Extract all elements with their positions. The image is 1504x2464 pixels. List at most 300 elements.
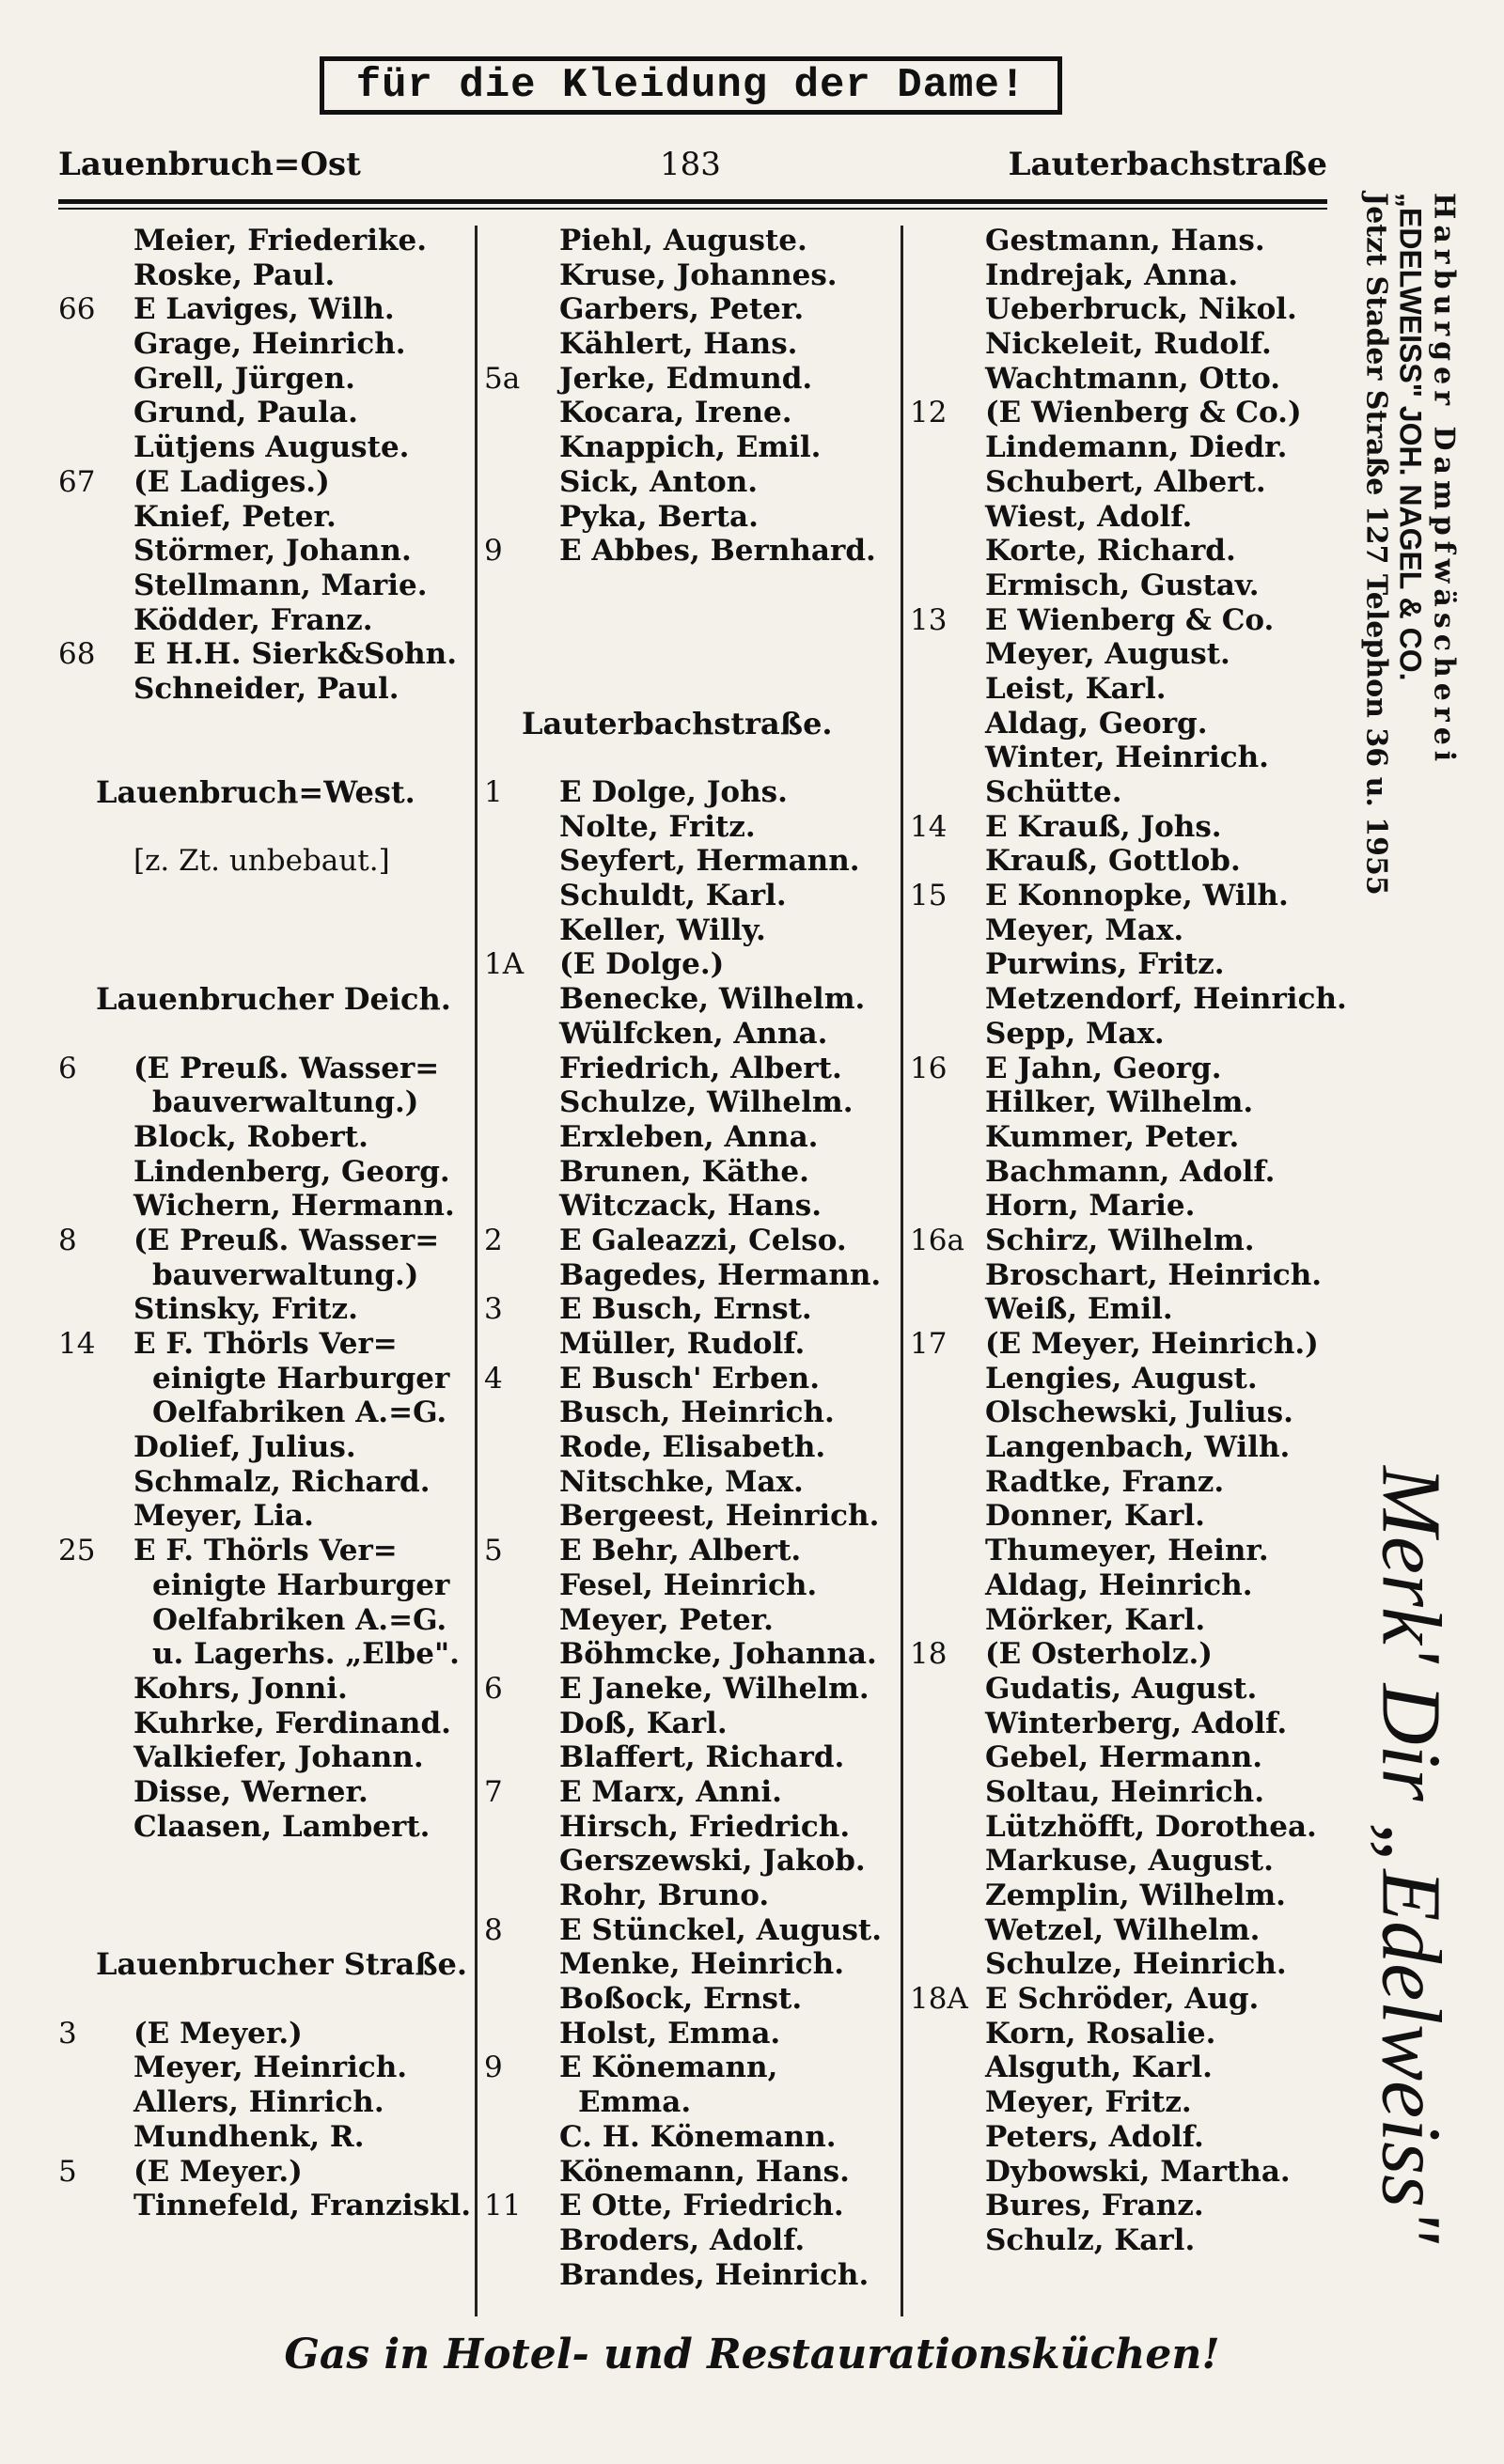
street-heading <box>484 707 898 741</box>
resident-name: Schmalz, Richard. <box>133 1464 431 1499</box>
house-number: 1 <box>484 775 503 809</box>
directory-entry <box>910 2223 1333 2258</box>
resident-name: Purwins, Fritz. <box>985 947 1225 982</box>
directory-entry <box>910 637 1333 672</box>
directory-entry <box>484 2017 898 2051</box>
directory-entry <box>484 1844 898 1879</box>
resident-name: C. H. Könemann. <box>559 2119 837 2154</box>
directory-entry <box>58 1740 472 1775</box>
resident-name: Ueberbruck, Nikol. <box>985 292 1297 327</box>
resident-name: Gestmann, Hans. <box>985 224 1265 257</box>
directory-entry <box>484 637 898 672</box>
directory-entry <box>58 913 472 948</box>
resident-name: Gebel, Hermann. <box>985 1740 1263 1775</box>
resident-name: Ermisch, Gustav. <box>985 568 1260 602</box>
resident-name: Donner, Karl. <box>985 1499 1205 1534</box>
resident-name: Metzendorf, Heinrich. <box>985 982 1347 1017</box>
resident-name: Sepp, Max. <box>985 1016 1165 1051</box>
resident-name: Lindenberg, Georg. <box>133 1154 450 1189</box>
house-number: 16a <box>910 1223 964 1257</box>
directory-entry <box>484 1947 898 1982</box>
resident-name: einigte Harburger <box>152 1567 450 1602</box>
directory-entry <box>484 362 898 397</box>
directory-entry <box>58 1465 472 1500</box>
resident-name: Hirsch, Friedrich. <box>559 1809 851 1844</box>
house-number: 6 <box>484 1671 503 1706</box>
resident-name: E H.H. Sierk&Sohn. <box>133 637 457 672</box>
directory-entry <box>484 2223 898 2258</box>
resident-name: Erxleben, Anna. <box>559 1119 819 1154</box>
resident-name: Piehl, Auguste. <box>559 224 807 257</box>
directory-entry <box>58 1603 472 1638</box>
directory-entry <box>910 1947 1333 1982</box>
directory-entry <box>58 603 472 638</box>
directory-entry <box>484 1430 898 1465</box>
directory-entry <box>484 913 898 948</box>
directory-entry <box>910 1362 1333 1396</box>
directory-entry <box>910 603 1333 638</box>
directory-entry <box>910 362 1333 397</box>
resident-name: Aldag, Heinrich. <box>985 1567 1253 1602</box>
directory-entry <box>484 603 898 638</box>
banner-ad: für die Kleidung der Dame! <box>320 56 1062 115</box>
directory-entry <box>910 396 1333 430</box>
directory-entry <box>58 396 472 430</box>
directory-entry <box>58 1913 472 1948</box>
resident-name: Schulze, Wilhelm. <box>559 1085 854 1120</box>
directory-entry <box>910 810 1333 845</box>
directory-entry <box>484 1189 898 1224</box>
resident-name: E Konnopke, Wilh. <box>985 879 1289 913</box>
house-number: 4 <box>484 1361 503 1396</box>
directory-entry <box>58 1568 472 1603</box>
resident-name: Kruse, Johannes. <box>559 257 838 292</box>
resident-name: E Marx, Anni. <box>559 1774 782 1809</box>
directory-entry <box>910 1155 1333 1190</box>
directory-column-3 <box>910 224 1347 2258</box>
directory-entry <box>484 534 898 569</box>
side-ad-brand: „EDELWEISS" JOH. NAGEL & CO. <box>1393 193 1428 681</box>
resident-name: Pyka, Berta. <box>559 499 759 534</box>
directory-entry <box>910 1052 1333 1086</box>
directory-entry <box>484 672 898 707</box>
resident-name: Bergeest, Heinrich. <box>559 1499 880 1534</box>
resident-name: Horn, Marie. <box>985 1189 1196 1224</box>
resident-name: Brunen, Käthe. <box>559 1154 809 1189</box>
resident-name: Stellmann, Marie. <box>133 568 428 602</box>
directory-entry <box>58 1707 472 1741</box>
house-number: 1A <box>484 947 525 982</box>
directory-entry <box>910 1568 1333 1603</box>
directory-entry <box>910 1396 1333 1430</box>
directory-entry <box>58 1672 472 1707</box>
resident-name: Schneider, Paul. <box>133 671 400 706</box>
resident-name: E Busch, Ernst. <box>559 1292 812 1327</box>
directory-column-2 <box>484 224 898 2292</box>
directory-entry <box>910 1879 1333 1913</box>
directory-entry <box>484 327 898 362</box>
directory-entry <box>484 569 898 603</box>
directory-entry <box>58 1224 472 1258</box>
directory-entry <box>484 947 898 982</box>
directory-entry <box>910 292 1333 327</box>
resident-name: Kohrs, Jonni. <box>133 1671 348 1706</box>
resident-name: Lützhöfft, Dorothea. <box>985 1809 1317 1844</box>
resident-name: Ködder, Franz. <box>133 602 373 637</box>
side-ad-address: Jetzt Stader Straße 127 Telephon 36 u. 1955 <box>1359 193 1393 896</box>
directory-entry <box>58 1775 472 1810</box>
directory-entry <box>910 913 1333 948</box>
directory-entry <box>58 2120 472 2155</box>
directory-entry <box>58 637 472 672</box>
directory-entry <box>484 810 898 845</box>
house-number: 68 <box>58 637 96 672</box>
directory-entry <box>910 1292 1333 1327</box>
resident-name: Schulze, Heinrich. <box>985 1947 1287 1982</box>
directory-entry <box>58 2189 472 2223</box>
resident-name: Nolte, Fritz. <box>559 809 756 844</box>
directory-entry <box>58 1258 472 1293</box>
resident-name: Emma. <box>578 2085 692 2120</box>
resident-name: Gerszewski, Jakob. <box>559 1844 866 1879</box>
directory-entry <box>58 741 472 775</box>
directory-entry <box>484 1362 898 1396</box>
directory-entry <box>58 947 472 982</box>
directory-entry <box>484 775 898 810</box>
resident-name: Dolief, Julius. <box>133 1430 356 1465</box>
directory-entry <box>910 327 1333 362</box>
resident-name: Rohr, Bruno. <box>559 1879 770 1912</box>
directory-entry <box>484 844 898 879</box>
resident-name: Schulz, Karl. <box>985 2222 1196 2257</box>
resident-name: Tinnefeld, Franziskl. <box>133 2189 472 2223</box>
directory-entry <box>910 1672 1333 1707</box>
directory-entry <box>58 844 472 879</box>
side-slogan-text: Merk' Dir „Edelweiss" <box>1364 1466 1458 2243</box>
directory-entry <box>910 534 1333 569</box>
directory-entry <box>910 1844 1333 1879</box>
resident-name: Holst, Emma. <box>559 2016 781 2051</box>
directory-entry <box>910 947 1333 982</box>
resident-name: Friedrich, Albert. <box>559 1051 842 1085</box>
house-number: 13 <box>910 602 948 637</box>
directory-entry <box>58 1155 472 1190</box>
directory-entry <box>910 1465 1333 1500</box>
directory-entry <box>910 1499 1333 1534</box>
resident-name: Sick, Anton. <box>559 464 759 499</box>
directory-entry <box>58 2155 472 2190</box>
directory-entry <box>58 258 472 293</box>
resident-name: Nitschke, Max. <box>559 1464 804 1499</box>
directory-entry <box>910 1430 1333 1465</box>
directory-entry <box>58 1430 472 1465</box>
directory-entry <box>484 258 898 293</box>
directory-entry <box>484 1327 898 1362</box>
directory-entry <box>58 879 472 913</box>
house-number: 12 <box>910 396 948 430</box>
directory-entry <box>58 569 472 603</box>
resident-name: Wichern, Hermann. <box>133 1189 455 1224</box>
directory-entry <box>910 258 1333 293</box>
house-number: 16 <box>910 1051 948 1085</box>
resident-name: Rode, Elisabeth. <box>559 1430 826 1465</box>
resident-name: Doß, Karl. <box>559 1706 728 1740</box>
directory-entry <box>910 1327 1333 1362</box>
resident-name: Meyer, Max. <box>985 912 1184 947</box>
resident-name: Kuhrke, Ferdinand. <box>133 1706 451 1740</box>
directory-entry <box>484 1913 898 1948</box>
resident-name: Radtke, Franz. <box>985 1464 1225 1499</box>
house-number: 6 <box>58 1051 77 1085</box>
resident-name: Kocara, Irene. <box>559 396 792 430</box>
resident-name: Lengies, August. <box>985 1361 1258 1396</box>
resident-name: Nickeleit, Rudolf. <box>985 327 1272 362</box>
directory-entry <box>58 2017 472 2051</box>
resident-name: Indrejak, Anna. <box>985 257 1239 292</box>
resident-name: E Busch' Erben. <box>559 1361 821 1396</box>
directory-entry <box>910 672 1333 707</box>
directory-entry <box>484 982 898 1017</box>
directory-entry <box>58 1327 472 1362</box>
directory-entry <box>910 1637 1333 1672</box>
directory-entry <box>58 672 472 707</box>
resident-name: Block, Robert. <box>133 1119 368 1154</box>
house-number: 2 <box>484 1223 503 1257</box>
resident-name: Grage, Heinrich. <box>133 327 406 362</box>
resident-name: Schirz, Wilhelm. <box>985 1223 1255 1257</box>
directory-entry <box>58 1189 472 1224</box>
house-number: 11 <box>484 2189 522 2223</box>
header-right: Lauterbachstraße <box>1008 146 1327 183</box>
resident-name: Knappich, Emil. <box>559 430 822 465</box>
resident-name: Menke, Heinrich. <box>559 1947 845 1982</box>
directory-entry <box>484 1120 898 1155</box>
house-number: 14 <box>910 809 948 844</box>
resident-name: einigte Harburger <box>152 1361 450 1396</box>
directory-entry <box>910 500 1333 535</box>
directory-entry <box>910 2155 1333 2190</box>
resident-name: Oelfabriken A.=G. <box>152 1396 447 1430</box>
directory-entry <box>58 1396 472 1430</box>
resident-name: (E Wienberg & Co.) <box>985 396 1302 430</box>
house-number: 9 <box>484 2051 503 2085</box>
directory-entry <box>58 362 472 397</box>
directory-entry <box>484 1017 898 1052</box>
directory-entry <box>484 1396 898 1430</box>
directory-entry <box>484 1258 898 1293</box>
house-number: 25 <box>58 1534 96 1568</box>
directory-entry <box>58 1499 472 1534</box>
directory-entry <box>484 1155 898 1190</box>
resident-name: Krauß, Gottlob. <box>985 844 1241 879</box>
directory-entry <box>910 982 1347 1017</box>
resident-name: Schuldt, Karl. <box>559 879 787 913</box>
directory-entry <box>484 396 898 430</box>
directory-entry <box>484 1707 898 1741</box>
resident-name: Müller, Rudolf. <box>559 1327 806 1361</box>
resident-name: (E Dolge.) <box>559 947 725 982</box>
header-left: Lauenbruch=Ost <box>58 146 361 183</box>
directory-entry <box>484 1982 898 2017</box>
street-heading <box>58 775 472 810</box>
resident-name: E Schröder, Aug. <box>985 1982 1260 2017</box>
directory-entry <box>910 569 1333 603</box>
house-number: 17 <box>910 1327 948 1361</box>
resident-name: E Könemann, <box>559 2051 778 2085</box>
resident-name: (E Ladiges.) <box>133 464 330 499</box>
directory-entry <box>58 500 472 535</box>
resident-name: Dybowski, Martha. <box>985 2154 1291 2189</box>
resident-name: Lütjens Auguste. <box>133 430 410 465</box>
resident-name: Soltau, Heinrich. <box>985 1774 1265 1809</box>
resident-name: Winterberg, Adolf. <box>985 1706 1288 1740</box>
directory-entry <box>484 1568 898 1603</box>
resident-name: Zemplin, Wilhelm. <box>985 1879 1286 1912</box>
directory-entry <box>484 1465 898 1500</box>
resident-name: E Stünckel, August. <box>559 1912 883 1947</box>
resident-name: Fesel, Heinrich. <box>559 1567 818 1602</box>
resident-name: Lindemann, Diedr. <box>985 430 1288 465</box>
resident-name: Schubert, Albert. <box>985 464 1266 499</box>
resident-name: Roske, Paul. <box>133 257 336 292</box>
resident-name: Wülfcken, Anna. <box>559 1016 828 1051</box>
resident-name: Hilker, Wilhelm. <box>985 1085 1254 1120</box>
street-heading <box>58 1947 472 1982</box>
resident-name: E Otte, Friedrich. <box>559 2189 844 2223</box>
resident-name: Boßock, Ernst. <box>559 1982 803 2017</box>
resident-name: [z. Zt. unbebaut.] <box>133 844 390 879</box>
directory-entry <box>484 1292 898 1327</box>
directory-entry <box>484 500 898 535</box>
directory-entry <box>910 1740 1333 1775</box>
resident-name: Meyer, August. <box>985 637 1230 672</box>
directory-entry <box>58 292 472 327</box>
resident-name: Schütte. <box>985 775 1122 809</box>
house-number: 15 <box>910 879 948 913</box>
resident-name: Brandes, Heinrich. <box>559 2257 870 2292</box>
directory-entry <box>58 2085 472 2120</box>
resident-name: Benecke, Wilhelm. <box>559 982 866 1017</box>
street-name: Lauterbachstraße. <box>522 705 833 741</box>
resident-name: Störmer, Johann. <box>133 534 412 569</box>
resident-name: E Dolge, Johs. <box>559 775 788 809</box>
resident-name: Thumeyer, Heinr. <box>985 1534 1269 1568</box>
directory-entry <box>58 327 472 362</box>
directory-entry <box>484 1052 898 1086</box>
resident-name: Meier, Friederike. <box>133 224 427 257</box>
directory-entry <box>910 2017 1333 2051</box>
directory-entry <box>910 1775 1333 1810</box>
resident-name: Meyer, Lia. <box>133 1499 314 1534</box>
directory-entry <box>58 224 472 258</box>
header-rule-thick <box>58 199 1327 204</box>
directory-entry <box>58 707 472 741</box>
resident-name: E F. Thörls Ver= <box>133 1327 398 1361</box>
resident-name: E Wienberg & Co. <box>985 602 1275 637</box>
directory-entry <box>484 741 898 775</box>
house-number: 18A <box>910 1982 968 2017</box>
resident-name: Keller, Willy. <box>559 912 766 947</box>
directory-entry <box>910 1707 1333 1741</box>
directory-entry <box>910 2085 1333 2120</box>
directory-entry <box>910 1810 1333 1845</box>
resident-name: Bures, Franz. <box>985 2189 1204 2223</box>
directory-entry <box>910 1982 1333 2017</box>
resident-name: Garbers, Peter. <box>559 292 805 327</box>
resident-name: Olschewski, Julius. <box>985 1396 1293 1430</box>
side-slogan <box>1354 1466 1466 2312</box>
side-advertisement <box>1340 193 1480 1489</box>
resident-name: Seyfert, Hermann. <box>559 844 860 879</box>
footer-ad: Gas in Hotel- und Restaurationsküchen! <box>284 2331 1220 2378</box>
house-number: 14 <box>58 1327 96 1361</box>
house-number: 7 <box>484 1774 503 1809</box>
resident-name: E Behr, Albert. <box>559 1534 802 1568</box>
resident-name: Korn, Rosalie. <box>985 2016 1216 2051</box>
directory-entry <box>484 2155 898 2190</box>
directory-entry <box>484 2258 898 2293</box>
directory-entry <box>484 2051 898 2085</box>
resident-name: E Krauß, Johs. <box>985 809 1222 844</box>
resident-name: Disse, Werner. <box>133 1774 368 1809</box>
resident-name: E F. Thörls Ver= <box>133 1534 398 1568</box>
directory-entry <box>910 1258 1333 1293</box>
house-number: 8 <box>484 1912 503 1947</box>
house-number: 3 <box>58 2016 77 2051</box>
resident-name: (E Preuß. Wasser= <box>133 1051 440 1085</box>
directory-entry <box>910 1913 1333 1948</box>
resident-name: Stinsky, Fritz. <box>133 1292 358 1327</box>
resident-name: Blaffert, Richard. <box>559 1740 845 1775</box>
page-number: 183 <box>660 146 721 183</box>
resident-name: Böhmcke, Johanna. <box>559 1637 877 1672</box>
resident-name: Grell, Jürgen. <box>133 361 355 396</box>
directory-entry <box>484 1810 898 1845</box>
resident-name: Mundhenk, R. <box>133 2119 365 2154</box>
directory-entry <box>910 1224 1333 1258</box>
directory-entry <box>910 1189 1333 1224</box>
directory-entry <box>910 1534 1333 1568</box>
directory-entry <box>484 1637 898 1672</box>
resident-name: Valkiefer, Johann. <box>133 1740 424 1775</box>
house-number: 9 <box>484 534 503 569</box>
directory-entry <box>58 1844 472 1879</box>
resident-name: Winter, Heinrich. <box>985 741 1269 775</box>
resident-name: Kählert, Hans. <box>559 327 798 362</box>
directory-entry <box>58 1085 472 1120</box>
resident-name: bauverwaltung.) <box>152 1257 419 1292</box>
resident-name: bauverwaltung.) <box>152 1085 419 1120</box>
resident-name: Meyer, Fritz. <box>985 2085 1192 2120</box>
house-number: 18 <box>910 1637 948 1672</box>
directory-entry <box>58 465 472 500</box>
resident-name: Kummer, Peter. <box>985 1119 1240 1154</box>
directory-entry <box>58 1879 472 1913</box>
page-header <box>58 146 1327 193</box>
directory-entry <box>58 1120 472 1155</box>
resident-name: E Jahn, Georg. <box>985 1051 1222 1085</box>
resident-name: Bagedes, Hermann. <box>559 1257 882 1292</box>
directory-entry <box>484 1740 898 1775</box>
resident-name: Oelfabriken A.=G. <box>152 1602 447 1637</box>
directory-entry <box>484 1224 898 1258</box>
house-number: 5a <box>484 361 521 396</box>
resident-name: Korte, Richard. <box>985 534 1236 569</box>
street-name: Lauenbrucher Straße. <box>96 1946 468 1983</box>
directory-entry <box>58 1052 472 1086</box>
resident-name: (E Meyer.) <box>133 2016 303 2051</box>
directory-entry <box>484 292 898 327</box>
